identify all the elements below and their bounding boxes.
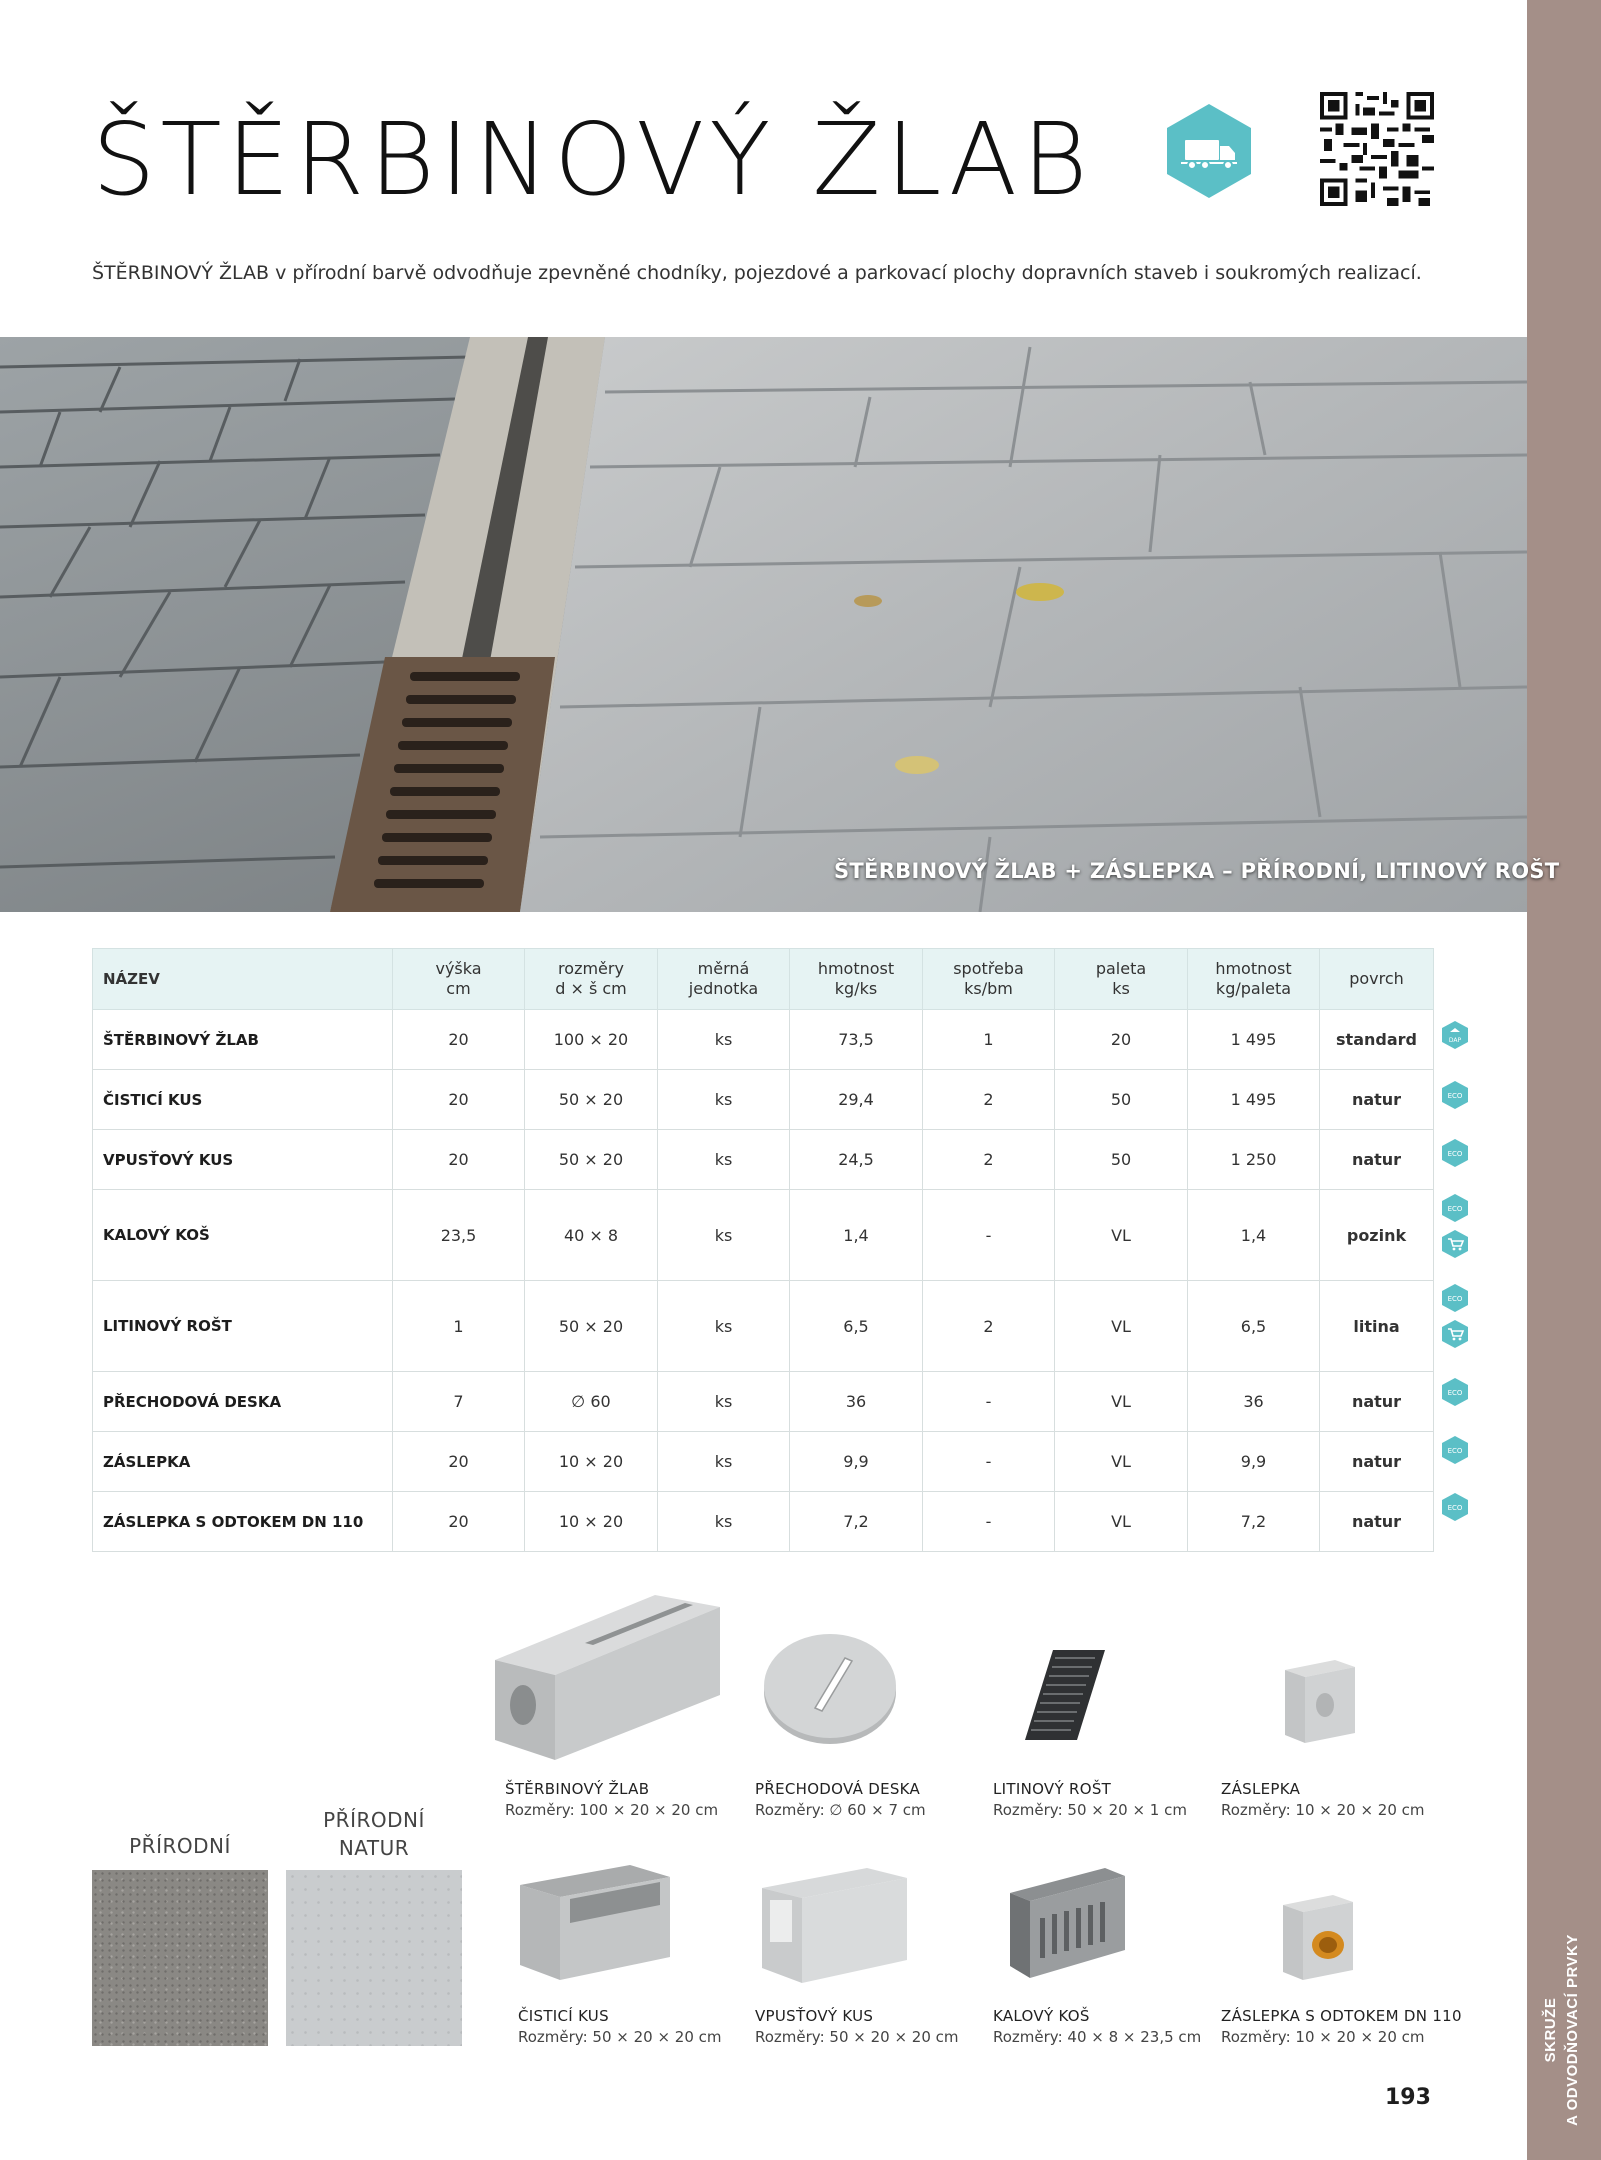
intro-text: ŠTĚRBINOVÝ ŽLAB v přírodní barvě odvodňuje zpevněné chodníky, pojezdové a parkovací plochy dopravních staveb i soukromých realizací. (92, 262, 1422, 284)
swatch-label-prirodni: PŘÍRODNÍ (129, 1834, 231, 1858)
eco-badge (1440, 1080, 1470, 1116)
cleaning-piece-image (520, 1865, 670, 1980)
eco-badge (1440, 1193, 1470, 1265)
cast-grate-image (1025, 1650, 1105, 1740)
eco-badge (1440, 1492, 1470, 1528)
col-header-height: výška cm (393, 949, 525, 1010)
spec-table (92, 948, 1434, 1552)
cart-icon (1440, 1319, 1470, 1349)
product-name: PŘECHODOVÁ DESKA (755, 1780, 921, 1798)
eco-badge (1440, 1283, 1470, 1355)
page-title: ŠTĚRBINOVÝ ŽLAB (92, 101, 1093, 218)
section-label: SKRUŽE A ODVODŇOVACÍ PRVKY (1542, 1934, 1581, 2126)
product-dimensions: Rozměry: ∅ 60 × 7 cm (755, 1801, 926, 1819)
end-cap-outlet-image (1278, 1890, 1360, 1982)
hero-caption: ŠTĚRBINOVÝ ŽLAB + ZÁSLEPKA – PŘÍRODNÍ, LITINOVÝ ROŠT (834, 859, 1560, 883)
product-dimensions: Rozměry: 10 × 20 × 20 cm (1221, 1801, 1425, 1819)
table-row: ČISTICÍ KUS 20 50 × 20 ks 29,4 2 50 1 495 natur (93, 1070, 1434, 1130)
gully-piece-image (762, 1868, 907, 1983)
side-band (1527, 0, 1601, 2160)
page-number: 193 (1385, 2085, 1431, 2110)
product-dimensions: Rozměry: 50 × 20 × 1 cm (993, 1801, 1187, 1819)
table-header-row (93, 949, 1434, 1010)
product-name: VPUSŤOVÝ KUS (755, 2007, 874, 2025)
col-header-consumption: spotřeba ks/bm (923, 949, 1055, 1010)
channel-product-image (495, 1595, 720, 1760)
svg-text:ECO: ECO (1447, 1150, 1463, 1158)
product-name: KALOVÝ KOŠ (993, 2007, 1090, 2025)
hero-photo (0, 337, 1527, 912)
qr-code[interactable] (1320, 92, 1434, 206)
col-header-dimensions: rozměry d × š cm (525, 949, 658, 1010)
product-name: ČISTICÍ KUS (518, 2007, 609, 2025)
product-name: ZÁSLEPKA S ODTOKEM DN 110 (1221, 2007, 1462, 2025)
swatch-label-prirodni-natur: PŘÍRODNÍ NATUR (323, 1808, 425, 1860)
product-dimensions: Rozměry: 50 × 20 × 20 cm (518, 2028, 722, 2046)
svg-text:ECO: ECO (1447, 1092, 1463, 1100)
col-header-pallet: paleta ks (1055, 949, 1188, 1010)
swatch-prirodni-natur (286, 1870, 462, 2046)
table-row: VPUSŤOVÝ KUS 20 50 × 20 ks 24,5 2 50 1 250 natur (93, 1130, 1434, 1190)
eco-badge (1440, 1138, 1470, 1174)
table-row: PŘECHODOVÁ DESKA 7 ∅ 60 ks 36 - VL 36 natur (93, 1372, 1434, 1432)
col-header-name: NÁZEV (93, 949, 393, 1010)
eco-badge (1440, 1435, 1470, 1471)
end-cap-image (1280, 1655, 1360, 1745)
transition-plate-image (760, 1628, 900, 1748)
product-dimensions: Rozměry: 10 × 20 × 20 cm (1221, 2028, 1425, 2046)
table-row: LITINOVÝ ROŠT 1 50 × 20 ks 6,5 2 VL 6,5 litina (93, 1281, 1434, 1372)
col-header-pallet-weight: hmotnost kg/paleta (1188, 949, 1320, 1010)
table-row: KALOVÝ KOŠ 23,5 40 × 8 ks 1,4 - VL 1,4 pozink (93, 1190, 1434, 1281)
table-row: ZÁSLEPKA S ODTOKEM DN 110 20 10 × 20 ks 7,2 - VL 7,2 natur (93, 1492, 1434, 1552)
product-name: LITINOVÝ ROŠT (993, 1780, 1112, 1798)
product-name: ZÁSLEPKA (1221, 1780, 1301, 1798)
table-row: ZÁSLEPKA 20 10 × 20 ks 9,9 - VL 9,9 natur (93, 1432, 1434, 1492)
svg-text:ECO: ECO (1447, 1389, 1463, 1397)
svg-text:ECO: ECO (1447, 1504, 1463, 1512)
svg-text:ECO: ECO (1447, 1447, 1463, 1455)
swatch-prirodni (92, 1870, 268, 2046)
product-dimensions: Rozměry: 40 × 8 × 23,5 cm (993, 2028, 1202, 2046)
dap-badge (1440, 1020, 1470, 1056)
eco-badge (1440, 1377, 1470, 1413)
product-name: ŠTĚRBINOVÝ ŽLAB (505, 1780, 650, 1798)
product-dimensions: Rozměry: 100 × 20 × 20 cm (505, 1801, 719, 1819)
truck-icon (1165, 102, 1253, 200)
svg-text:DAP: DAP (1448, 1037, 1462, 1044)
col-header-weight: hmotnost kg/ks (790, 949, 923, 1010)
product-dimensions: Rozměry: 50 × 20 × 20 cm (755, 2028, 959, 2046)
col-header-unit: měrná jednotka (658, 949, 790, 1010)
col-header-surface: povrch (1320, 949, 1434, 1010)
svg-text:ECO: ECO (1447, 1205, 1463, 1213)
svg-text:ECO: ECO (1447, 1295, 1463, 1303)
sludge-basket-image (1010, 1868, 1125, 1978)
cart-icon (1440, 1229, 1470, 1259)
table-row: ŠTĚRBINOVÝ ŽLAB 20 100 × 20 ks 73,5 1 20 1 495 standard (93, 1010, 1434, 1070)
